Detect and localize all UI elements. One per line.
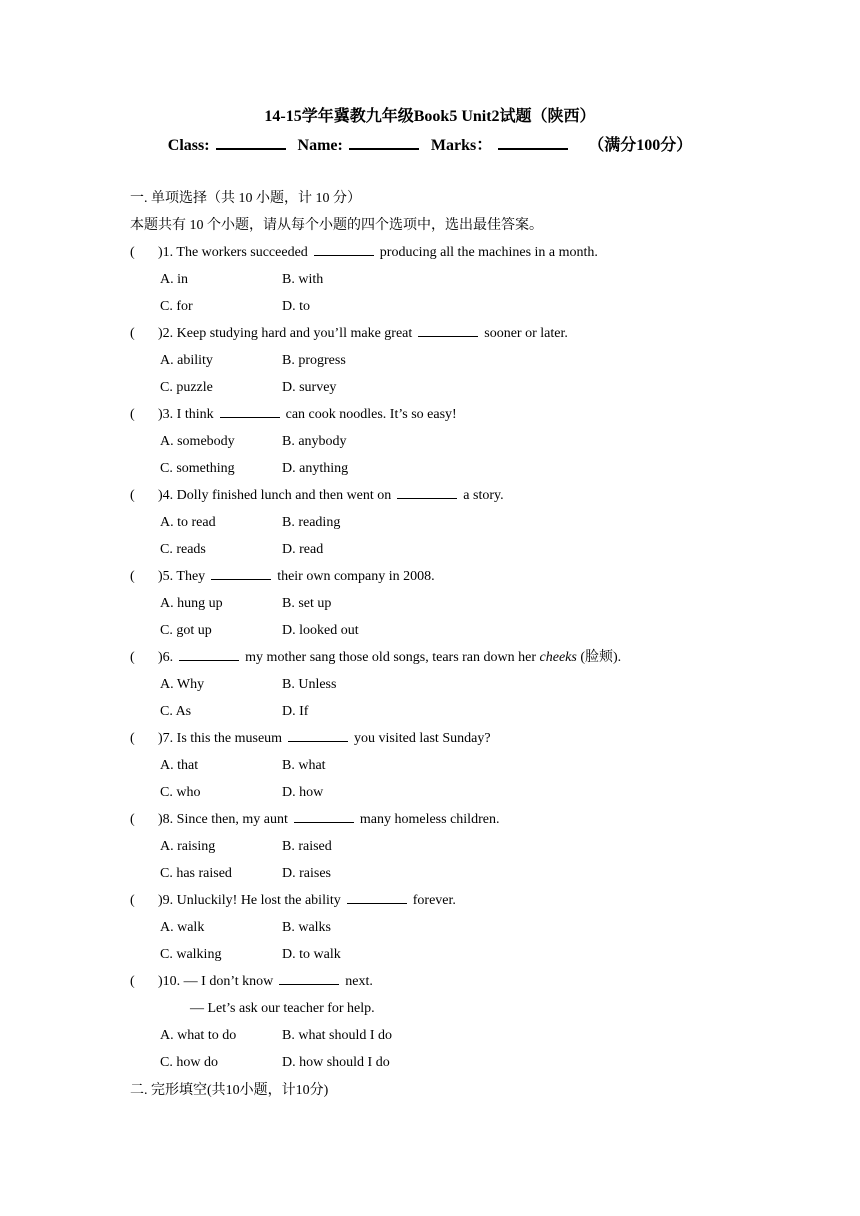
option-c: C. puzzle [160,380,213,395]
option-c: C. who [160,785,201,800]
question-text-after-blank: next. [345,974,373,989]
question-text-after-blank: many homeless children. [359,812,500,827]
question-text-before-blank: )2. Keep studying hard and you’ll make great [158,326,413,341]
option-d: D. to walk [282,947,341,962]
option-a: A. walk [160,920,205,935]
answer-paren: ( [130,326,135,341]
question-text-before-blank: )6. [158,650,174,665]
name-label: Name: [297,137,343,154]
question-text-after-blank: their own company in 2008. [277,569,435,584]
question-text-before-blank: )10. — I don’t know [158,974,274,989]
question-text-before-blank: )5. They [158,569,206,584]
section1-heading: 一. 单项选择（共 10 小题，计 10 分） [130,191,361,206]
question-stem [130,810,499,830]
question-text-before-blank: )7. Is this the museum [158,731,283,746]
option-d: D. survey [282,380,337,395]
option-b: B. raised [282,839,332,854]
italic-word: cheeks [539,650,577,665]
option-c: C. how do [160,1055,218,1070]
marks-blank [498,134,568,150]
option-b: B. walks [282,920,331,935]
option-b: B. Unless [282,677,337,692]
option-c: C. As [160,704,192,719]
answer-blank [211,567,271,580]
option-d: D. read [282,542,324,557]
answer-paren: ( [130,731,135,746]
question-stem [130,891,456,911]
option-b: B. set up [282,596,332,611]
question-text-after-blank: my mother sang those old songs, tears ran down her [245,650,537,665]
answer-paren: ( [130,407,135,422]
class-blank [216,134,286,150]
option-a: A. Why [160,677,205,692]
answer-blank [288,729,348,742]
answer-paren: ( [130,488,135,503]
question-stem [130,729,491,749]
section2-heading: 二. 完形填空(共10小题，计10分) [130,1083,329,1098]
option-b: B. reading [282,515,341,530]
question-stem [130,567,435,587]
answer-paren: ( [130,974,135,989]
option-d: D. raises [282,866,331,881]
question-text-before-blank: )9. Unluckily! He lost the ability [158,893,341,908]
option-a: A. somebody [160,434,235,449]
marks-label: Marks： [430,137,493,154]
answer-paren: ( [130,245,135,260]
answer-blank [314,243,374,256]
option-a: A. that [160,758,199,773]
option-a: A. raising [160,839,216,854]
question-text-after-blank: producing all the machines in a month. [379,245,598,260]
answer-paren: ( [130,812,135,827]
question-text-before-blank: )8. Since then, my aunt [158,812,288,827]
answer-paren: ( [130,569,135,584]
option-c: C. got up [160,623,212,638]
option-b: B. with [282,272,324,287]
full-score-label: （满分100分） [588,137,693,154]
option-c: C. something [160,461,235,476]
option-b: B. what [282,758,326,773]
option-d: D. to [282,299,310,314]
option-a: A. in [160,272,188,287]
name-blank [349,134,419,150]
question-text-after-blank: you visited last Sunday? [354,731,491,746]
section1-intro: 本题共有 10 个小题，请从每个小题的四个选项中，选出最佳答案。 [130,218,543,233]
answer-blank [179,648,239,661]
question-stem [130,324,568,344]
question-stem [130,972,373,992]
question-text-after-blank: a story. [463,488,504,503]
student-info-line [0,134,860,157]
option-d: D. looked out [282,623,359,638]
option-d: D. anything [282,461,349,476]
answer-blank [220,405,280,418]
class-label: Class: [167,137,210,154]
question-text-before-blank: )3. I think [158,407,214,422]
question-text-after-blank: forever. [412,893,456,908]
answer-paren: ( [130,893,135,908]
question-text-before-blank: )1. The workers succeeded [158,245,308,260]
option-b: B. anybody [282,434,347,449]
option-c: C. has raised [160,866,232,881]
answer-blank [347,891,407,904]
dialogue-reply: — Let’s ask our teacher for help. [190,1001,375,1016]
answer-blank [397,486,457,499]
answer-blank [418,324,478,337]
option-a: A. hung up [160,596,223,611]
option-d: D. how [282,785,324,800]
option-b: B. what should I do [282,1028,393,1043]
option-a: A. what to do [160,1028,237,1043]
question-stem [130,648,621,668]
option-b: B. progress [282,353,346,368]
option-d: D. how should I do [282,1055,390,1070]
option-d: D. If [282,704,309,719]
question-stem [130,405,457,425]
option-c: C. walking [160,947,222,962]
option-c: C. reads [160,542,206,557]
question-stem [130,486,504,506]
option-a: A. to read [160,515,216,530]
answer-blank [279,972,339,985]
option-c: C. for [160,299,193,314]
question-text-before-blank: )4. Dolly finished lunch and then went on [158,488,392,503]
gloss-text: (脸颊). [580,650,622,665]
option-a: A. ability [160,353,213,368]
question-stem [130,243,598,263]
answer-blank [294,810,354,823]
page-title: 14-15学年冀教九年级Book5 Unit2试题（陕西） [264,108,596,125]
question-text-after-blank: sooner or later. [484,326,568,341]
answer-paren: ( [130,650,135,665]
question-text-after-blank: can cook noodles. It’s so easy! [285,407,457,422]
